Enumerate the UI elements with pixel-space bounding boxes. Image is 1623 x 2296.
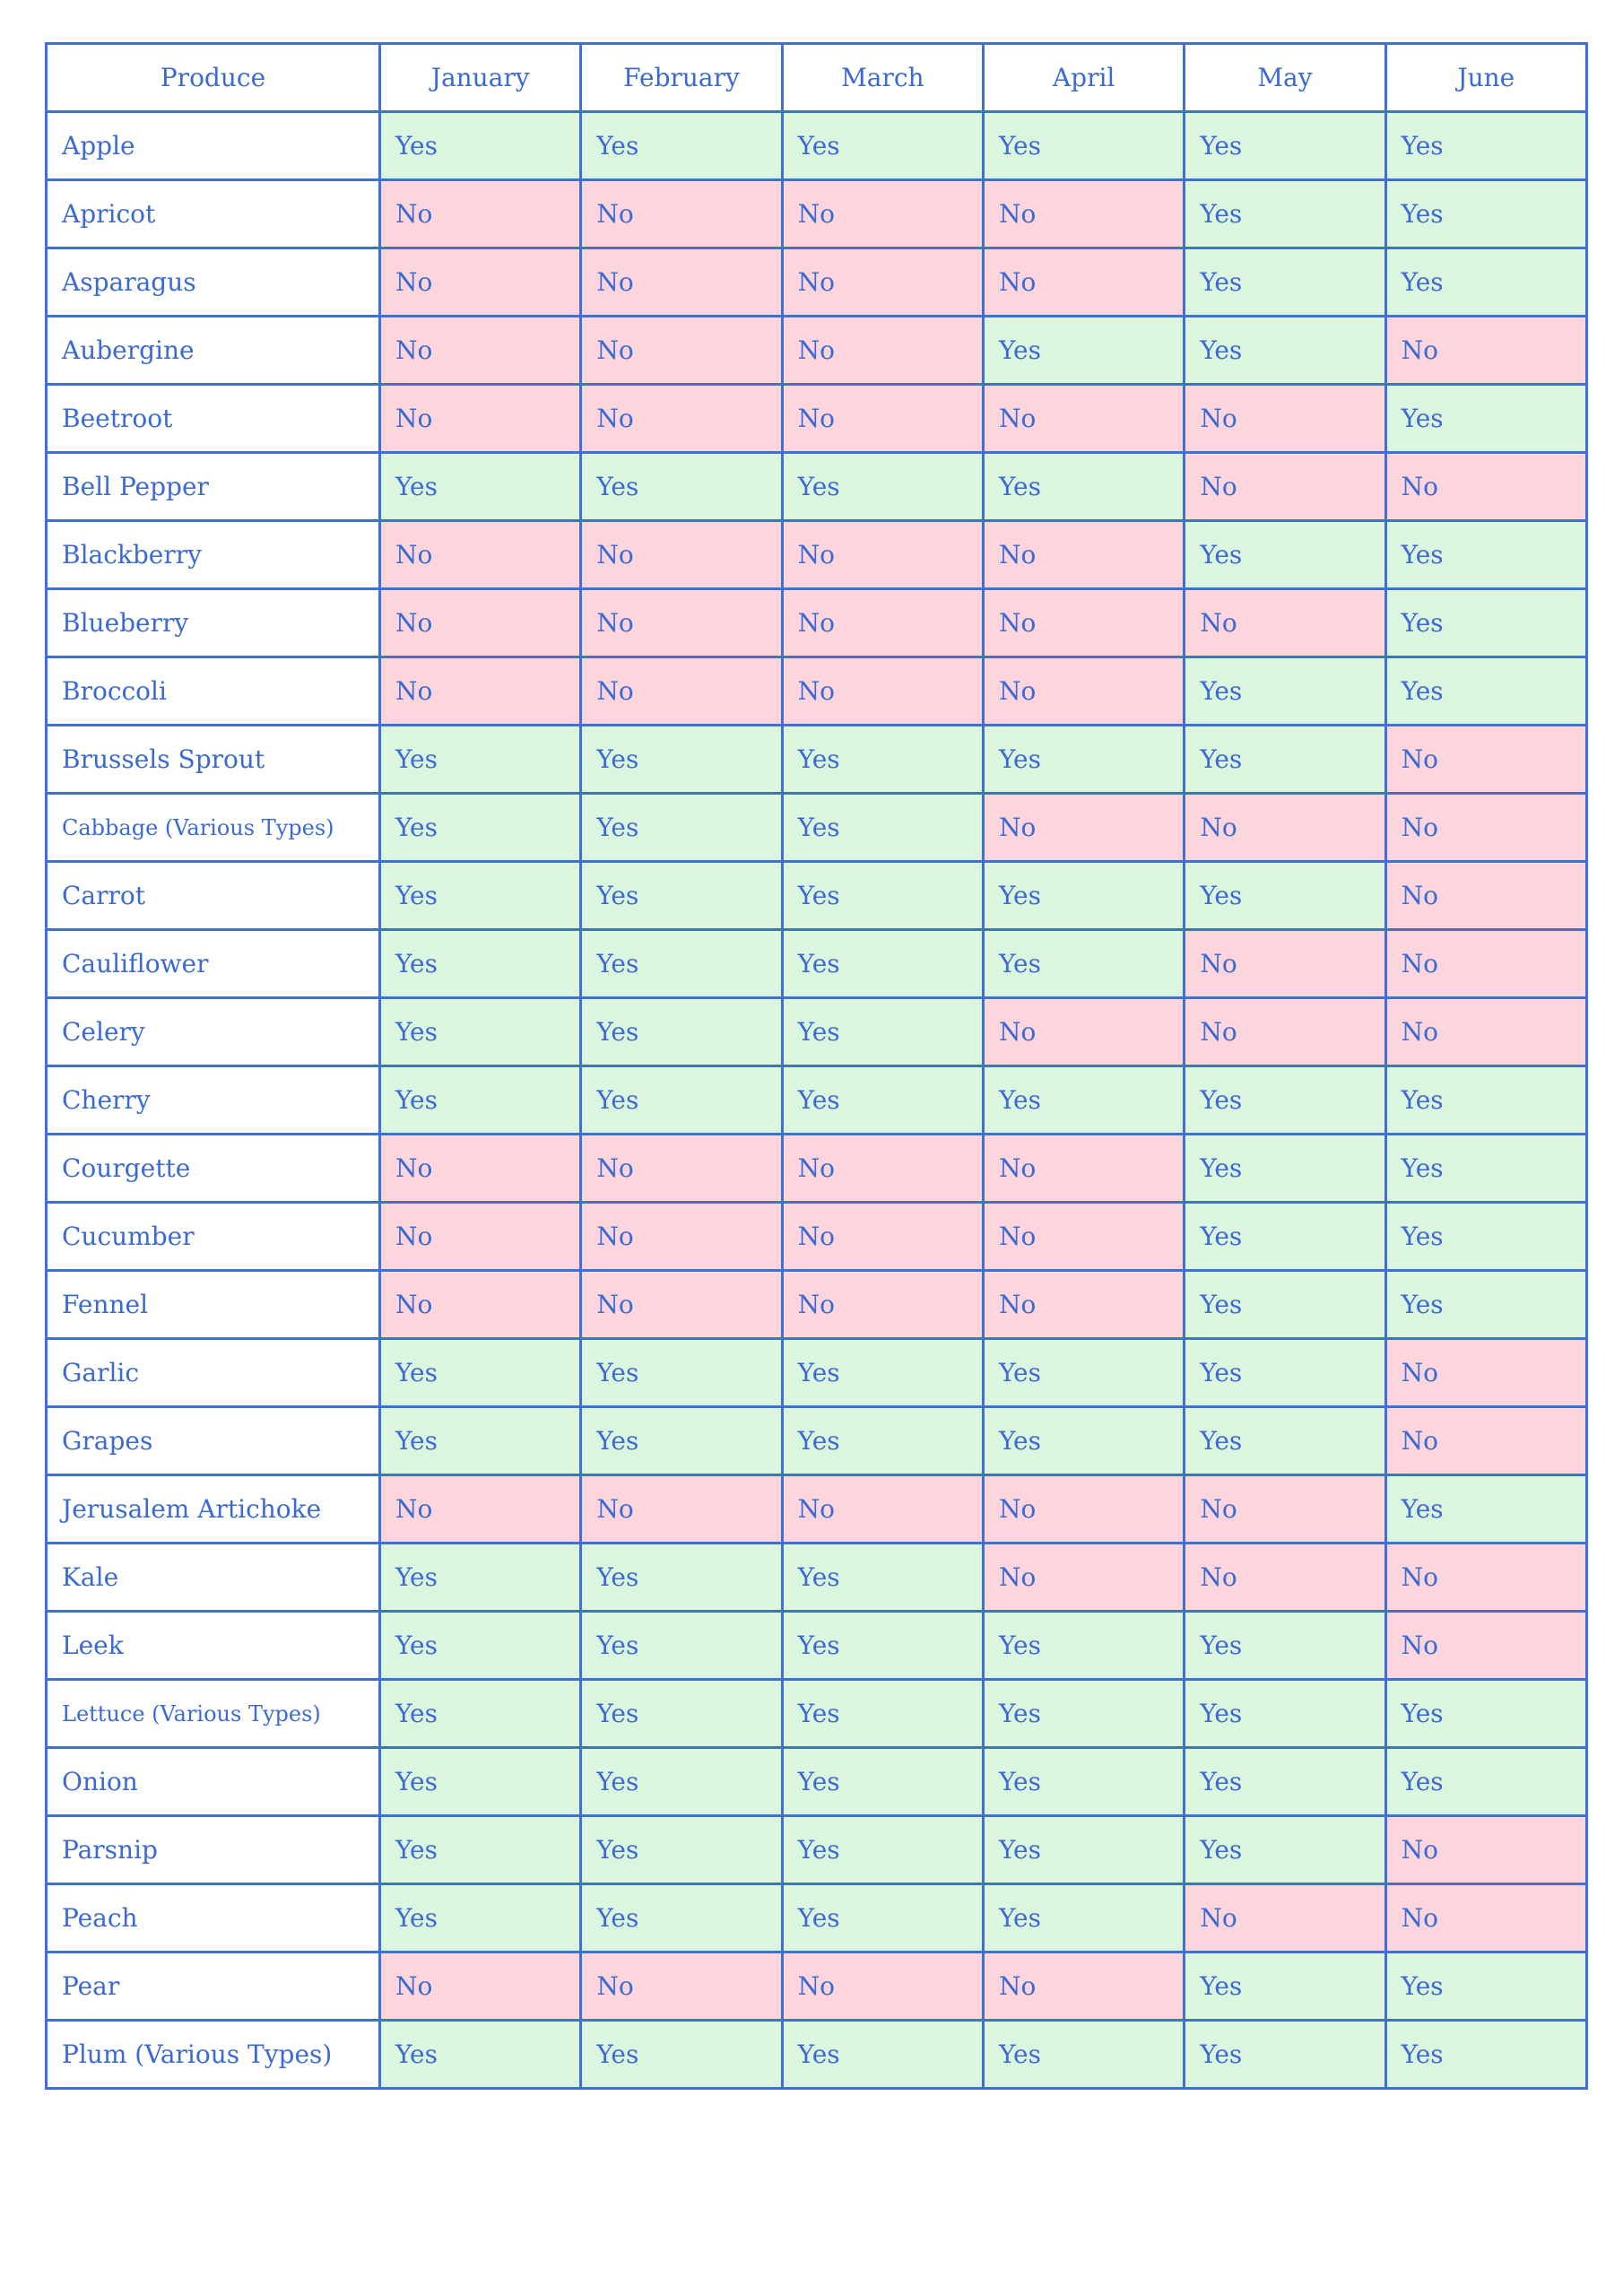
season-cell: Yes (782, 1407, 983, 1475)
column-header-may: May (1185, 44, 1385, 112)
season-cell: Yes (581, 1816, 782, 1884)
season-cell: Yes (782, 453, 983, 521)
season-cell: No (581, 1475, 782, 1544)
season-cell: Yes (983, 1066, 1184, 1135)
season-cell: Yes (1185, 657, 1385, 726)
season-cell: Yes (380, 930, 581, 998)
season-cell: No (380, 1475, 581, 1544)
season-cell: Yes (1185, 180, 1385, 248)
produce-name-cell: Fennel (47, 1271, 380, 1339)
table-row (47, 1884, 1587, 1952)
season-cell: Yes (581, 1884, 782, 1952)
season-cell: No (380, 1135, 581, 1203)
table-row (47, 2021, 1587, 2089)
season-cell: Yes (380, 1680, 581, 1748)
season-cell: No (983, 1271, 1184, 1339)
table-row (47, 1544, 1587, 1612)
season-cell: Yes (581, 1544, 782, 1612)
season-cell: Yes (581, 1680, 782, 1748)
season-cell: No (380, 1271, 581, 1339)
season-cell: Yes (782, 794, 983, 862)
season-cell: Yes (581, 1612, 782, 1680)
season-cell: No (782, 1271, 983, 1339)
season-cell: Yes (782, 1339, 983, 1407)
season-cell: No (983, 1475, 1184, 1544)
season-cell: Yes (380, 1407, 581, 1475)
season-cell: Yes (1185, 1680, 1385, 1748)
season-cell: Yes (983, 1680, 1184, 1748)
season-cell: No (1385, 998, 1586, 1066)
season-cell: No (1185, 1475, 1385, 1544)
season-cell: No (983, 1203, 1184, 1271)
season-cell: Yes (782, 2021, 983, 2089)
season-cell: No (782, 657, 983, 726)
season-cell: Yes (1185, 521, 1385, 589)
column-header-february: February (581, 44, 782, 112)
season-cell: Yes (782, 1680, 983, 1748)
table-row (47, 1066, 1587, 1135)
season-cell: No (782, 1952, 983, 2021)
season-cell: No (782, 1135, 983, 1203)
table-row (47, 726, 1587, 794)
season-cell: No (983, 589, 1184, 657)
season-cell: No (380, 1203, 581, 1271)
season-cell: No (1385, 930, 1586, 998)
season-cell: No (1185, 1544, 1385, 1612)
table-row (47, 1612, 1587, 1680)
season-cell: Yes (782, 726, 983, 794)
season-cell: No (1385, 317, 1586, 385)
season-cell: Yes (1185, 112, 1385, 180)
season-cell: No (1185, 385, 1385, 453)
table-row (47, 112, 1587, 180)
produce-name-cell: Blueberry (47, 589, 380, 657)
season-cell: No (581, 1271, 782, 1339)
table-row (47, 589, 1587, 657)
season-cell: Yes (380, 1612, 581, 1680)
produce-season-table (45, 42, 1588, 2090)
season-cell: No (1185, 794, 1385, 862)
season-cell: No (1385, 1544, 1586, 1612)
season-cell: Yes (782, 930, 983, 998)
season-cell: Yes (380, 1544, 581, 1612)
produce-name-cell: Courgette (47, 1135, 380, 1203)
season-cell: Yes (1385, 1066, 1586, 1135)
table-row (47, 1135, 1587, 1203)
season-cell: Yes (782, 112, 983, 180)
season-cell: No (983, 180, 1184, 248)
season-cell: Yes (1385, 180, 1586, 248)
season-cell: Yes (1385, 1748, 1586, 1816)
season-cell: Yes (380, 726, 581, 794)
season-cell: Yes (1385, 112, 1586, 180)
season-cell: Yes (581, 2021, 782, 2089)
table-row (47, 1952, 1587, 2021)
column-header-produce: Produce (47, 44, 380, 112)
produce-name-cell: Garlic (47, 1339, 380, 1407)
season-cell: Yes (1185, 726, 1385, 794)
season-cell: Yes (1385, 521, 1586, 589)
season-cell: No (380, 180, 581, 248)
season-cell: Yes (983, 1339, 1184, 1407)
season-cell: No (581, 521, 782, 589)
table-row (47, 998, 1587, 1066)
season-cell: Yes (983, 1748, 1184, 1816)
season-cell: Yes (581, 1066, 782, 1135)
season-cell: No (983, 248, 1184, 317)
table-row (47, 1680, 1587, 1748)
produce-name-cell: Peach (47, 1884, 380, 1952)
produce-name-cell: Pear (47, 1952, 380, 2021)
season-cell: Yes (983, 1884, 1184, 1952)
season-cell: Yes (581, 794, 782, 862)
season-cell: Yes (581, 998, 782, 1066)
season-cell: Yes (1385, 589, 1586, 657)
season-cell: Yes (1185, 1612, 1385, 1680)
header-row (47, 44, 1587, 112)
season-cell: No (983, 1135, 1184, 1203)
table-row (47, 1816, 1587, 1884)
season-cell: No (380, 317, 581, 385)
column-header-march: March (782, 44, 983, 112)
season-cell: No (1185, 453, 1385, 521)
season-cell: Yes (380, 862, 581, 930)
season-cell: No (380, 589, 581, 657)
season-cell: Yes (782, 1884, 983, 1952)
produce-name-cell: Plum (Various Types) (47, 2021, 380, 2089)
season-cell: Yes (581, 930, 782, 998)
table-row (47, 453, 1587, 521)
produce-name-cell: Apricot (47, 180, 380, 248)
column-header-june: June (1385, 44, 1586, 112)
season-cell: Yes (1385, 248, 1586, 317)
season-cell: Yes (380, 1066, 581, 1135)
season-cell: Yes (581, 862, 782, 930)
season-cell: Yes (581, 1339, 782, 1407)
season-cell: Yes (1185, 1339, 1385, 1407)
table-row (47, 521, 1587, 589)
season-cell: Yes (1185, 862, 1385, 930)
produce-name-cell: Asparagus (47, 248, 380, 317)
season-cell: Yes (983, 930, 1184, 998)
table-row (47, 1475, 1587, 1544)
season-cell: No (1185, 930, 1385, 998)
season-cell: Yes (1185, 2021, 1385, 2089)
season-cell: No (581, 180, 782, 248)
season-cell: Yes (1185, 1135, 1385, 1203)
season-cell: Yes (782, 1748, 983, 1816)
season-cell: Yes (581, 1407, 782, 1475)
season-cell: Yes (380, 1339, 581, 1407)
produce-name-cell: Apple (47, 112, 380, 180)
season-cell: No (983, 794, 1184, 862)
season-cell: Yes (1185, 1952, 1385, 2021)
season-cell: No (1385, 1884, 1586, 1952)
season-cell: Yes (380, 1748, 581, 1816)
produce-name-cell: Carrot (47, 862, 380, 930)
produce-name-cell: Kale (47, 1544, 380, 1612)
season-cell: Yes (1385, 2021, 1586, 2089)
season-cell: No (380, 1952, 581, 2021)
season-cell: Yes (1385, 385, 1586, 453)
table-row (47, 1407, 1587, 1475)
table-row (47, 248, 1587, 317)
season-cell: Yes (380, 1884, 581, 1952)
season-cell: Yes (1185, 1748, 1385, 1816)
table-body (47, 112, 1587, 2089)
season-cell: No (782, 248, 983, 317)
season-cell: Yes (1385, 1271, 1586, 1339)
produce-name-cell: Broccoli (47, 657, 380, 726)
season-cell: Yes (983, 453, 1184, 521)
produce-name-cell: Brussels Sprout (47, 726, 380, 794)
season-cell: No (1385, 1612, 1586, 1680)
season-cell: Yes (581, 1748, 782, 1816)
season-cell: No (380, 385, 581, 453)
season-cell: Yes (983, 2021, 1184, 2089)
season-cell: No (983, 1544, 1184, 1612)
produce-name-cell: Cabbage (Various Types) (47, 794, 380, 862)
table-row (47, 657, 1587, 726)
season-cell: Yes (782, 1816, 983, 1884)
produce-name-cell: Onion (47, 1748, 380, 1816)
season-cell: No (581, 1135, 782, 1203)
produce-name-cell: Leek (47, 1612, 380, 1680)
table-row (47, 180, 1587, 248)
season-cell: No (983, 657, 1184, 726)
table-row (47, 794, 1587, 862)
table-row (47, 1203, 1587, 1271)
season-cell: Yes (380, 2021, 581, 2089)
season-cell: No (1385, 726, 1586, 794)
season-cell: No (581, 385, 782, 453)
produce-name-cell: Cucumber (47, 1203, 380, 1271)
season-cell: No (581, 317, 782, 385)
season-cell: Yes (983, 1816, 1184, 1884)
season-cell: Yes (1385, 1135, 1586, 1203)
column-header-january: January (380, 44, 581, 112)
season-cell: No (983, 521, 1184, 589)
season-cell: Yes (1185, 1816, 1385, 1884)
season-cell: Yes (1185, 1407, 1385, 1475)
season-cell: Yes (581, 112, 782, 180)
season-cell: Yes (380, 453, 581, 521)
season-cell: No (782, 1475, 983, 1544)
season-cell: Yes (581, 453, 782, 521)
season-cell: No (1385, 794, 1586, 862)
season-cell: No (581, 1952, 782, 2021)
season-cell: No (1385, 1407, 1586, 1475)
season-cell: No (782, 521, 983, 589)
season-cell: Yes (581, 726, 782, 794)
season-cell: Yes (1385, 1475, 1586, 1544)
season-cell: Yes (1385, 1203, 1586, 1271)
season-cell: Yes (983, 317, 1184, 385)
season-cell: Yes (380, 794, 581, 862)
season-cell: No (581, 248, 782, 317)
season-cell: Yes (983, 726, 1184, 794)
produce-name-cell: Cauliflower (47, 930, 380, 998)
produce-name-cell: Jerusalem Artichoke (47, 1475, 380, 1544)
column-header-april: April (983, 44, 1184, 112)
season-cell: Yes (1185, 248, 1385, 317)
season-cell: No (782, 180, 983, 248)
season-cell: No (380, 521, 581, 589)
season-cell: No (1385, 1816, 1586, 1884)
season-cell: No (581, 589, 782, 657)
season-cell: Yes (1185, 317, 1385, 385)
table-row (47, 862, 1587, 930)
season-cell: No (380, 657, 581, 726)
season-cell: Yes (1185, 1271, 1385, 1339)
season-cell: Yes (1185, 1066, 1385, 1135)
season-cell: Yes (1385, 1952, 1586, 2021)
produce-name-cell: Lettuce (Various Types) (47, 1680, 380, 1748)
season-cell: No (1185, 1884, 1385, 1952)
season-cell: No (782, 1203, 983, 1271)
season-cell: No (782, 385, 983, 453)
produce-name-cell: Parsnip (47, 1816, 380, 1884)
produce-name-cell: Celery (47, 998, 380, 1066)
season-cell: Yes (983, 112, 1184, 180)
season-cell: Yes (782, 998, 983, 1066)
season-cell: Yes (1385, 657, 1586, 726)
produce-name-cell: Bell Pepper (47, 453, 380, 521)
season-cell: Yes (782, 862, 983, 930)
season-cell: Yes (983, 1407, 1184, 1475)
table-row (47, 317, 1587, 385)
produce-name-cell: Aubergine (47, 317, 380, 385)
season-cell: Yes (983, 1612, 1184, 1680)
season-cell: No (983, 385, 1184, 453)
season-cell: No (1385, 1339, 1586, 1407)
season-cell: Yes (782, 1544, 983, 1612)
table-row (47, 930, 1587, 998)
season-cell: No (1385, 862, 1586, 930)
produce-name-cell: Blackberry (47, 521, 380, 589)
season-cell: No (782, 589, 983, 657)
produce-name-cell: Cherry (47, 1066, 380, 1135)
season-cell: Yes (1385, 1680, 1586, 1748)
season-cell: Yes (782, 1066, 983, 1135)
season-cell: Yes (380, 1816, 581, 1884)
table-row (47, 385, 1587, 453)
season-cell: Yes (1185, 1203, 1385, 1271)
produce-name-cell: Beetroot (47, 385, 380, 453)
season-cell: Yes (782, 1612, 983, 1680)
season-cell: No (380, 248, 581, 317)
season-cell: No (581, 657, 782, 726)
season-cell: No (581, 1203, 782, 1271)
table-row (47, 1271, 1587, 1339)
season-cell: Yes (380, 998, 581, 1066)
produce-name-cell: Grapes (47, 1407, 380, 1475)
season-cell: No (1185, 998, 1385, 1066)
season-cell: Yes (983, 862, 1184, 930)
season-cell: No (1385, 453, 1586, 521)
season-cell: No (782, 317, 983, 385)
season-cell: No (983, 1952, 1184, 2021)
table-row (47, 1748, 1587, 1816)
season-cell: No (983, 998, 1184, 1066)
season-cell: Yes (380, 112, 581, 180)
table-row (47, 1339, 1587, 1407)
season-cell: No (1185, 589, 1385, 657)
